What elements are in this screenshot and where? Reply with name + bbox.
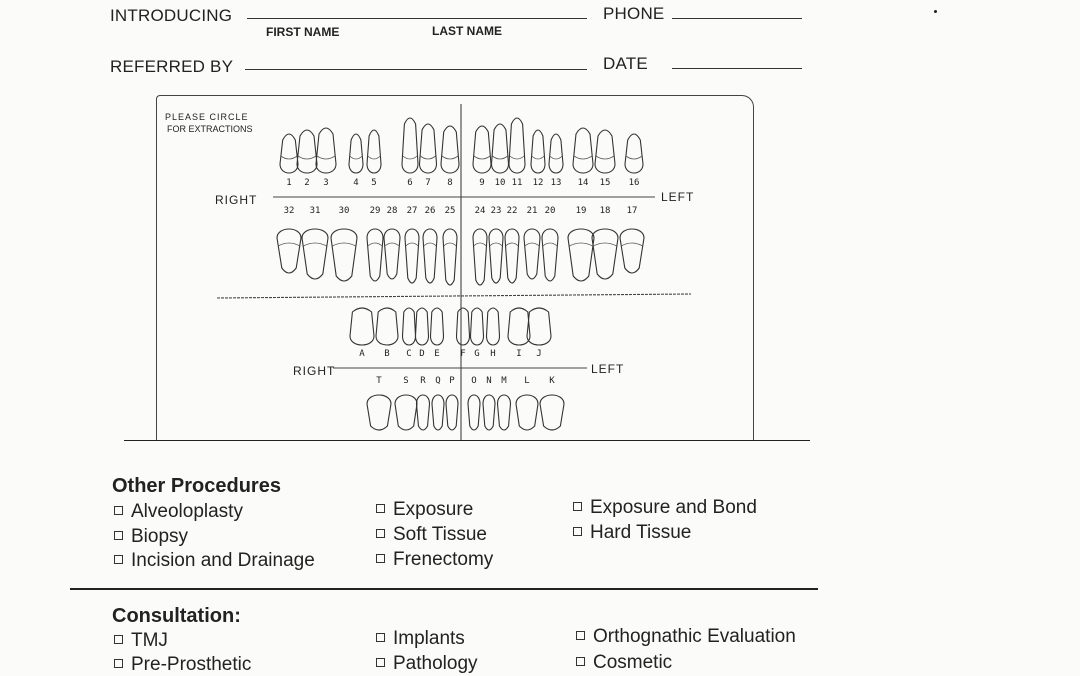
primary-lower-outline xyxy=(540,395,564,430)
primary-upper-outline xyxy=(457,308,470,345)
tooth-2[interactable]: 2 xyxy=(304,178,310,188)
upper-tooth-outline-line xyxy=(420,156,435,159)
upper-tooth-outline xyxy=(349,134,363,173)
lower-tooth-outline xyxy=(489,229,503,283)
checkbox[interactable] xyxy=(376,504,385,513)
checkbox[interactable] xyxy=(376,529,385,538)
introducing-field[interactable] xyxy=(247,18,587,19)
tooth-9[interactable]: 9 xyxy=(479,178,485,188)
consultation-option-label: TMJ xyxy=(131,630,168,651)
upper-tooth-outline-line xyxy=(574,156,592,159)
upper-tooth-outline xyxy=(625,134,643,173)
checkbox[interactable] xyxy=(573,527,582,536)
checkbox[interactable] xyxy=(114,555,123,564)
tooth-31[interactable]: 31 xyxy=(309,206,321,216)
procedure-option-label: Hard Tissue xyxy=(590,522,692,543)
upper-tooth-outline xyxy=(573,128,593,173)
tooth-23[interactable]: 23 xyxy=(490,206,502,216)
first-name-label: FIRST NAME xyxy=(266,25,340,39)
phone-field[interactable] xyxy=(672,18,802,19)
upper-tooth-outline xyxy=(549,134,563,173)
tooth-chart xyxy=(156,95,754,441)
primary-tooth-Q[interactable]: Q xyxy=(435,376,441,386)
teeth-drawing xyxy=(157,96,753,441)
primary-tooth-A[interactable]: A xyxy=(359,349,365,359)
tooth-13[interactable]: 13 xyxy=(550,178,562,188)
tooth-12[interactable]: 12 xyxy=(532,178,544,188)
upper-tooth-outline xyxy=(531,130,545,173)
tooth-10[interactable]: 10 xyxy=(494,178,506,188)
checkbox[interactable] xyxy=(114,506,123,515)
procedure-option-label: Exposure and Bond xyxy=(590,497,757,518)
tooth-24[interactable]: 24 xyxy=(474,206,486,216)
tooth-14[interactable]: 14 xyxy=(577,178,589,188)
referred-by-label: REFERRED BY xyxy=(110,57,234,76)
primary-tooth-D[interactable]: D xyxy=(419,349,425,359)
upper-tooth-outline-line xyxy=(532,156,545,159)
chart-instruction-1: PLEASE CIRCLE xyxy=(165,112,249,122)
lower-tooth-outline xyxy=(277,229,301,273)
checkbox[interactable] xyxy=(576,657,585,666)
primary-upper-outline xyxy=(376,308,398,345)
lower-tooth-outline-line xyxy=(368,243,382,246)
tooth-25[interactable]: 25 xyxy=(444,206,456,216)
primary-left-label: LEFT xyxy=(591,362,625,376)
lower-tooth-outline-line xyxy=(278,243,300,246)
lower-tooth-outline-line xyxy=(385,243,399,246)
lower-tooth-outline xyxy=(620,229,644,273)
lower-tooth-outline xyxy=(542,229,558,281)
tooth-20[interactable]: 20 xyxy=(544,206,556,216)
lower-tooth-outline-line xyxy=(569,243,592,246)
primary-upper-outline xyxy=(508,308,530,345)
checkbox[interactable] xyxy=(114,635,123,644)
primary-right-label: RIGHT xyxy=(293,364,336,378)
primary-lower-outline xyxy=(367,395,391,430)
primary-lower-outline xyxy=(498,395,511,430)
tooth-5[interactable]: 5 xyxy=(371,178,377,188)
primary-tooth-S[interactable]: S xyxy=(403,376,409,386)
tooth-29[interactable]: 29 xyxy=(369,206,381,216)
primary-lower-outline xyxy=(432,395,444,430)
other-procedures-title: Other Procedures xyxy=(112,475,281,497)
procedure-option[interactable] xyxy=(114,526,188,548)
primary-upper-outline xyxy=(431,308,444,345)
primary-lower-outline xyxy=(446,395,458,430)
phone-label: PHONE xyxy=(603,4,665,23)
primary-tooth-R[interactable]: R xyxy=(420,376,426,386)
primary-lower-outline xyxy=(516,395,538,430)
primary-tooth-G[interactable]: G xyxy=(474,349,480,359)
tooth-27[interactable]: 27 xyxy=(406,206,418,216)
lower-tooth-outline xyxy=(367,229,383,281)
upper-tooth-outline xyxy=(420,124,437,173)
lower-tooth-outline-line xyxy=(424,243,437,246)
tooth-1[interactable]: 1 xyxy=(286,178,292,188)
checkbox[interactable] xyxy=(576,631,585,640)
lower-tooth-outline xyxy=(384,229,400,279)
upper-tooth-outline-line xyxy=(510,156,524,159)
procedure-option-label: Biopsy xyxy=(131,526,189,547)
lower-tooth-outline xyxy=(592,229,618,279)
lower-tooth-outline xyxy=(473,229,487,285)
checkbox[interactable] xyxy=(114,659,123,668)
consultation-option-label: Pathology xyxy=(393,653,478,674)
tooth-30[interactable]: 30 xyxy=(338,206,350,216)
referred-by-field[interactable] xyxy=(245,69,587,70)
tooth-7[interactable]: 7 xyxy=(425,178,431,188)
procedure-option[interactable] xyxy=(114,550,315,572)
primary-tooth-N[interactable]: N xyxy=(486,376,492,386)
primary-upper-outline xyxy=(403,308,416,345)
primary-tooth-I[interactable]: I xyxy=(516,349,522,359)
lower-tooth-outline xyxy=(568,229,594,281)
upper-tooth-outline-line xyxy=(596,156,614,159)
primary-tooth-H[interactable]: H xyxy=(490,349,496,359)
lower-tooth-outline xyxy=(302,229,328,279)
upper-tooth-outline-line xyxy=(492,156,507,159)
consultation-option-label: Orthognathic Evaluation xyxy=(593,626,796,647)
upper-tooth-outline-line xyxy=(442,156,458,159)
checkbox[interactable] xyxy=(114,531,123,540)
primary-tooth-M[interactable]: M xyxy=(501,376,507,386)
primary-tooth-T[interactable]: T xyxy=(376,376,382,386)
permanent-right-label: RIGHT xyxy=(215,193,258,207)
procedure-option[interactable] xyxy=(114,501,243,523)
upper-tooth-outline xyxy=(280,134,298,173)
consultation-option[interactable] xyxy=(376,628,465,650)
upper-tooth-outline-line xyxy=(474,156,490,159)
speck xyxy=(934,10,937,13)
tooth-3[interactable]: 3 xyxy=(323,178,329,188)
upper-tooth-outline xyxy=(473,126,491,173)
checkbox[interactable] xyxy=(376,554,385,563)
primary-tooth-K[interactable]: K xyxy=(549,376,555,386)
tooth-21[interactable]: 21 xyxy=(526,206,538,216)
tooth-6[interactable]: 6 xyxy=(407,178,413,188)
consultation-option-label: Cosmetic xyxy=(593,652,673,673)
upper-tooth-outline xyxy=(316,128,336,173)
lower-tooth-outline xyxy=(524,229,540,279)
tooth-18[interactable]: 18 xyxy=(599,206,611,216)
upper-tooth-outline-line xyxy=(350,156,363,159)
procedure-option[interactable] xyxy=(376,524,487,546)
lower-tooth-outline-line xyxy=(332,243,355,246)
procedure-option[interactable] xyxy=(573,522,691,544)
lower-tooth-outline-line xyxy=(444,243,457,246)
lower-tooth-outline-line xyxy=(490,243,503,246)
primary-tooth-P[interactable]: P xyxy=(449,376,455,386)
primary-tooth-E[interactable]: E xyxy=(434,349,440,359)
tooth-16[interactable]: 16 xyxy=(628,178,640,188)
procedure-option-label: Exposure xyxy=(393,499,474,520)
upper-tooth-outline xyxy=(595,130,615,173)
upper-tooth-outline xyxy=(297,130,317,173)
arch-divider xyxy=(217,294,691,298)
tooth-8[interactable]: 8 xyxy=(447,178,453,188)
procedure-option-label: Alveoloplasty xyxy=(131,501,243,522)
lower-tooth-outline-line xyxy=(525,243,539,246)
tooth-17[interactable]: 17 xyxy=(626,206,638,216)
consultation-title: Consultation: xyxy=(112,605,241,627)
primary-upper-outline xyxy=(471,308,484,345)
upper-tooth-outline xyxy=(492,124,509,173)
primary-tooth-J[interactable]: J xyxy=(536,349,542,359)
tooth-19[interactable]: 19 xyxy=(575,206,587,216)
lower-tooth-outline-line xyxy=(506,243,519,246)
upper-tooth-outline-line xyxy=(368,156,381,159)
upper-tooth-outline xyxy=(402,118,418,173)
lower-tooth-outline-line xyxy=(543,243,557,246)
primary-upper-outline xyxy=(350,308,374,345)
primary-tooth-F[interactable]: F xyxy=(460,349,466,359)
upper-tooth-outline-line xyxy=(298,156,316,159)
date-field[interactable] xyxy=(672,68,802,69)
procedure-option-label: Frenectomy xyxy=(393,549,494,570)
primary-lower-outline xyxy=(468,395,480,430)
primary-lower-outline xyxy=(483,395,495,430)
upper-tooth-outline xyxy=(509,118,525,173)
procedure-option-label: Soft Tissue xyxy=(393,524,487,545)
lower-tooth-outline-line xyxy=(621,243,643,246)
lower-tooth-outline xyxy=(423,229,437,283)
upper-tooth-outline-line xyxy=(281,156,297,159)
tooth-26[interactable]: 26 xyxy=(424,206,436,216)
lower-tooth-outline xyxy=(443,229,457,285)
introducing-label: INTRODUCING xyxy=(110,6,233,25)
tooth-11[interactable]: 11 xyxy=(511,178,523,188)
tooth-15[interactable]: 15 xyxy=(599,178,611,188)
tooth-32[interactable]: 32 xyxy=(283,206,295,216)
procedure-option[interactable] xyxy=(573,497,757,519)
date-label: DATE xyxy=(603,54,648,73)
lower-tooth-outline xyxy=(405,229,419,283)
upper-tooth-outline xyxy=(367,130,381,173)
consultation-option[interactable] xyxy=(114,630,168,652)
procedure-option[interactable] xyxy=(376,499,473,521)
lower-tooth-outline-line xyxy=(474,243,487,246)
lower-tooth-outline-line xyxy=(593,243,616,246)
upper-tooth-outline-line xyxy=(317,156,335,159)
last-name-label: LAST NAME xyxy=(432,24,502,38)
permanent-left-label: LEFT xyxy=(661,190,695,204)
primary-tooth-B[interactable]: B xyxy=(384,349,390,359)
primary-upper-outline xyxy=(527,308,551,345)
chart-divider xyxy=(124,440,810,441)
upper-tooth-outline-line xyxy=(626,156,642,159)
tooth-28[interactable]: 28 xyxy=(386,206,398,216)
primary-upper-outline xyxy=(487,308,500,345)
chart-instruction-2: FOR EXTRACTIONS xyxy=(167,124,253,134)
checkbox[interactable] xyxy=(376,633,385,642)
procedure-option[interactable] xyxy=(376,549,493,571)
consultation-option[interactable] xyxy=(376,653,478,675)
tooth-4[interactable]: 4 xyxy=(353,178,359,188)
consultation-option-label: Implants xyxy=(393,628,465,649)
primary-lower-outline xyxy=(417,395,430,430)
consultation-option-label: Pre-Prosthetic xyxy=(131,654,252,675)
primary-tooth-L[interactable]: L xyxy=(524,376,530,386)
lower-tooth-outline xyxy=(505,229,519,283)
consultation-option[interactable] xyxy=(576,652,672,674)
primary-tooth-C[interactable]: C xyxy=(406,349,412,359)
checkbox[interactable] xyxy=(376,658,385,667)
primary-upper-outline xyxy=(416,308,429,345)
procedure-option-label: Incision and Drainage xyxy=(131,550,315,571)
consultation-option[interactable] xyxy=(576,626,796,648)
consultation-option[interactable] xyxy=(114,654,251,676)
lower-tooth-outline-line xyxy=(406,243,419,246)
upper-tooth-outline-line xyxy=(550,156,563,159)
primary-lower-outline xyxy=(395,395,417,430)
primary-tooth-O[interactable]: O xyxy=(471,376,477,386)
checkbox[interactable] xyxy=(573,502,582,511)
upper-tooth-outline xyxy=(441,126,459,173)
tooth-22[interactable]: 22 xyxy=(506,206,518,216)
upper-tooth-outline-line xyxy=(403,156,417,159)
lower-tooth-outline-line xyxy=(303,243,326,246)
section-divider xyxy=(70,588,818,590)
lower-tooth-outline xyxy=(331,229,357,281)
